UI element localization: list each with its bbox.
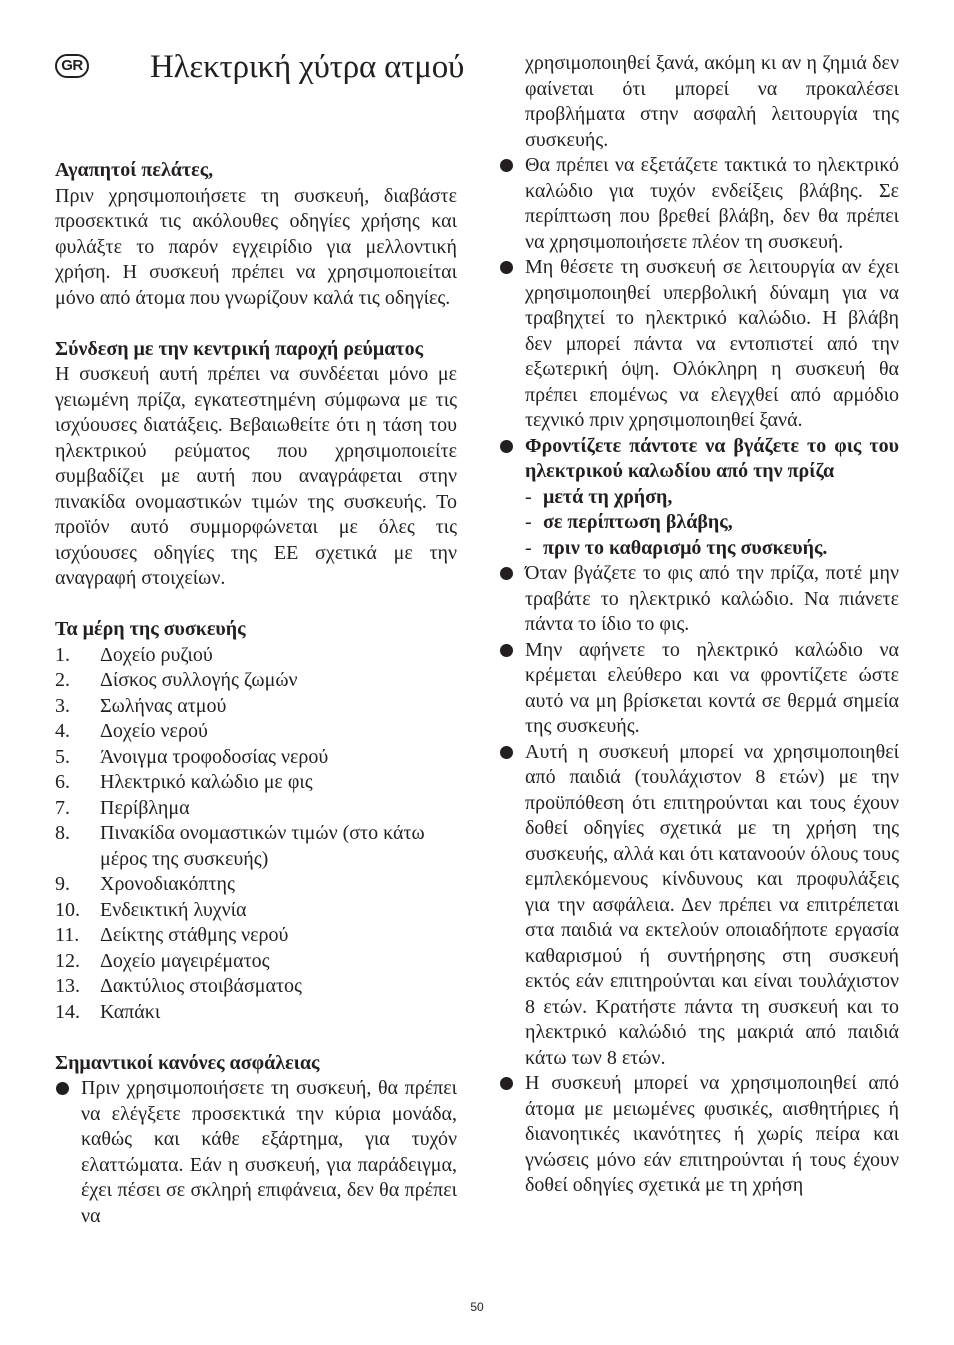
dash-marker: - [525,485,532,508]
parts-list-item [55,745,457,771]
safety-rule-continued: χρησιμοποιηθεί ξανά, ακόμη κι αν η ζημιά δεν φαίνεται ότι μπορεί να προκαλέσει προβλήματα στην ασφαλή λειτουργία της συσκευής. [525,52,899,151]
safety-rule-unplug [499,434,899,562]
parts-list-item [55,872,457,898]
item-label: Σωλήνας ατμού [100,694,227,717]
safety-rule: Θα πρέπει να εξετάζετε τακτικά το ηλεκτρικό καλώδιο για τυχόν ενδείξεις βλάβης. Σε περίπτωση που βρεθεί βλάβη, δεν θα πρέπει να χρησιμοποιήσετε πλέον τη συσκευή. [499,153,899,255]
item-number: 14. [55,1000,80,1023]
safety-rule: Η συσκευή μπορεί να χρησιμοποιηθεί από άτομα με μειωμένες φυσικές, αισθητήριες ή διανοητικές ικανότητες ή χωρίς πείρα και γνώσεις μόνο εάν επιτηρούνται ή τους έχουν δοθεί οδηγίες σχετικά με τη χρήση [499,1071,899,1199]
unplug-conditions [525,485,899,562]
item-number: 1. [55,643,70,666]
condition-text: σε περίπτωση βλάβης, [543,511,733,533]
item-label: Δακτύλιος στοιβάσματος [100,975,302,997]
item-number: 4. [55,720,70,742]
page-number: 50 [470,1300,484,1314]
parts-list-item [55,974,457,1000]
safety-heading: Σημαντικοί κανόνες ασφάλειας [55,1051,320,1074]
parts-list-item [55,643,457,669]
parts-list [55,643,457,1026]
item-label: Δείκτης στάθμης νερού [100,924,289,946]
item-number: 6. [55,771,70,793]
safety-rule: Πριν χρησιμοποιήσετε τη συσκευή, θα πρέπει να ελέγξετε προσεκτικά την κύρια μονάδα, καθώς και κάθε εξάρτημα, για τυχόν ελαττώματα. Εάν η συσκευή, για παράδειγμα, έχει πέσει σε σκληρή επιφάνεια, δεν θα πρέπει να [55,1076,457,1229]
item-label: Πινακίδα ονομαστικών τιμών (στο κάτω μέρος της συσκευής) [100,822,425,870]
item-label: Δοχείο μαγειρέματος [100,949,270,972]
safety-rule: Αυτή η συσκευή μπορεί να χρησιμοποιηθεί από παιδιά (τουλάχιστον 8 ετών) με την προϋπόθεση ότι επιτηρούνται και τους έχουν δοθεί οδηγίες σχετικά με τη χρήση της συσκευής, αλλά και ότι κατανοούν όλους τους εμπλεκόμενους κίνδυνους και προφυλάξεις για την ασφάλεια. Δεν πρέπει να επιτρέπεται στα παιδιά να εκτελούν οποιαδήποτε εργασία καθαρισμού ή συντήρησης στη συσκευή εκτός εάν επιτηρούνται και είναι τουλάχιστον 8 ετών. Κρατήστε πάντα τη συσκευή και το ηλεκτρικό καλώδιό της μακριά από παιδιά κάτω των 8 ετών. [499,740,899,1072]
condition-text: μετά τη χρήση, [543,485,673,508]
unplug-condition [525,485,899,511]
safety-rule: Όταν βγάζετε το φις από την πρίζα, ποτέ μην τραβάτε το ηλεκτρικό καλώδιο. Να πιάνετε πάντα το ίδιο το φις. [499,561,899,638]
safety-rule-text: Φροντίζετε πάντοτε να βγάζετε το φις του ηλεκτρικού καλωδίου από την πρίζα [525,434,899,482]
item-number: 11. [55,924,80,946]
parts-list-item [55,898,457,924]
dash-marker: - [525,511,532,533]
item-label: Δοχείο νερού [100,720,208,742]
dash-marker: - [525,536,532,559]
language-badge: GR [55,54,89,78]
item-number: 2. [55,669,70,691]
safety-rule: Μη θέσετε τη συσκευή σε λειτουργία αν έχει χρησιμοποιηθεί υπερβολική δύναμη για να τραβηχτεί το ηλεκτρικό καλώδιο. Η βλάβη δεν μπορεί πάντα να εντοπιστεί από την εξωτερική όψη. Ολόκληρη η συσκευή θα πρέπει επομένως να ελεγχθεί από αρμόδιο τεχνικό πριν χρησιμοποιηθεί ξανά. [499,255,899,434]
item-number: 5. [55,745,70,768]
parts-list-item [55,923,457,949]
item-label: Περίβλημα [100,796,190,819]
parts-list-item [55,796,457,822]
condition-text: πριν το καθαρισμό της συσκευής. [543,536,828,559]
safety-rule: Μην αφήνετε το ηλεκτρικό καλώδιο να κρέμεται ελεύθερο και να φροντίζετε ώστε αυτό να μη βρίσκεται κοντά σε θερμά σημεία της συσκευής. [499,638,899,740]
page-header [55,46,465,94]
parts-list-item [55,668,457,694]
connection-heading: Σύνδεση με την κεντρική παροχή ρεύματος [55,337,424,360]
item-label: Άνοιγμα τροφοδοσίας νερού [100,745,329,768]
item-number: 8. [55,822,70,844]
item-label: Καπάκι [100,1000,161,1023]
greeting-heading: Αγαπητοί πελάτες, [55,159,214,181]
spacer [55,311,457,337]
item-label: Δοχείο ρυζιού [100,643,213,666]
item-label: Χρονοδιακόπτης [100,873,235,895]
safety-rules-list [55,1076,457,1229]
greeting-text: Πριν χρησιμοποιήσετε τη συσκευή, διαβάστε προσεκτικά τις ακόλουθες οδηγίες χρήσης και φυλάξτε το παρόν εγχειρίδιο για μελλοντική χρήση. Η συσκευή πρέπει να χρησιμοποιείται μόνο από άτομα που γνωρίζουν καλά τις οδηγίες. [55,184,457,309]
connection-text: Η συσκευή αυτή πρέπει να συνδέεται μόνο με γειωμένη πρίζα, εγκατεστημένη σύμφωνα με τις ισχύουσες διατάξεις. Βεβαιωθείτε ότι η τάση του ηλεκτρικού ρεύματος που χρησιμοποιείτε συμβαδίζει με αυτή που αναγράφεται στην πινακίδα ονομαστικών τιμών της συσκευής. Το προϊόν αυτό συμμορφώνεται με όλες τις ισχύουσες οδηγίες της ΕΕ σχετικά με την αναγραφή στοιχείων. [55,363,457,589]
right-column [499,51,899,1199]
page-title: Ηλεκτρική χύτρα ατμού [150,49,465,85]
parts-list-item [55,949,457,975]
spacer [55,592,457,618]
unplug-condition [525,536,899,562]
item-number: 7. [55,796,70,819]
item-label: Ενδεικτική λυχνία [100,898,247,921]
safety-rules-list [499,153,899,1199]
item-label: Δίσκος συλλογής ζωμών [100,669,298,691]
spacer [55,1025,457,1051]
left-column [55,158,457,1229]
item-number: 9. [55,873,70,895]
unplug-condition [525,510,899,536]
parts-list-item [55,770,457,796]
parts-list-item [55,821,457,872]
item-number: 3. [55,694,70,717]
item-number: 13. [55,975,80,997]
parts-heading: Τα μέρη της συσκευής [55,618,246,640]
item-number: 10. [55,898,80,921]
item-number: 12. [55,949,80,972]
item-label: Ηλεκτρικό καλώδιο με φις [100,771,313,793]
parts-list-item [55,694,457,720]
parts-list-item [55,1000,457,1026]
parts-list-item [55,719,457,745]
